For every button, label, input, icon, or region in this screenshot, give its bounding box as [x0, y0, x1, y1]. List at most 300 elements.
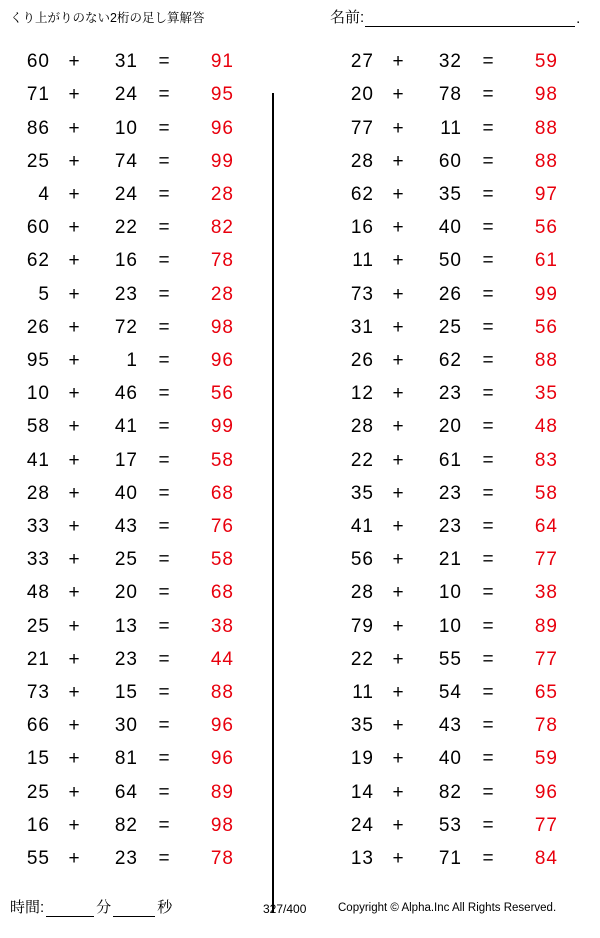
first-operand: 28 [26, 482, 50, 504]
answer-value: 82 [210, 217, 234, 239]
answer-value: 56 [210, 383, 234, 405]
plus-operator: + [68, 781, 80, 803]
problem-row [0, 809, 299, 842]
first-operand: 4 [38, 183, 50, 205]
second-operand: 10 [114, 117, 138, 139]
first-operand: 33 [26, 549, 50, 571]
answer-value: 28 [210, 183, 234, 205]
answer-value: 98 [210, 814, 234, 836]
plus-operator: + [392, 615, 404, 637]
equals-operator: = [482, 383, 494, 405]
equals-operator: = [482, 715, 494, 737]
problem-row [0, 145, 299, 178]
first-operand: 25 [26, 615, 50, 637]
name-field-area [330, 6, 580, 27]
plus-operator: + [68, 449, 80, 471]
first-operand: 10 [26, 383, 50, 405]
second-operand: 40 [438, 748, 462, 770]
answer-value: 96 [210, 349, 234, 371]
equals-operator: = [482, 482, 494, 504]
equals-operator: = [482, 582, 494, 604]
plus-operator: + [392, 847, 404, 869]
answer-value: 59 [534, 51, 558, 73]
problem-row [299, 277, 598, 310]
second-operand: 21 [438, 549, 462, 571]
equals-operator: = [482, 681, 494, 703]
problem-row [299, 576, 598, 609]
answer-value: 84 [534, 847, 558, 869]
first-operand: 48 [26, 582, 50, 604]
second-operand: 10 [438, 615, 462, 637]
first-operand: 56 [350, 549, 374, 571]
first-operand: 5 [38, 283, 50, 305]
equals-operator: = [482, 84, 494, 106]
equals-operator: = [158, 349, 170, 371]
second-operand: 20 [438, 416, 462, 438]
problem-row [299, 78, 598, 111]
problem-row [299, 543, 598, 576]
first-operand: 16 [350, 217, 374, 239]
second-operand: 25 [114, 549, 138, 571]
equals-operator: = [482, 217, 494, 239]
problem-row [0, 543, 299, 576]
first-operand: 21 [26, 648, 50, 670]
equals-operator: = [158, 416, 170, 438]
first-operand: 73 [26, 681, 50, 703]
first-operand: 41 [350, 515, 374, 537]
problem-row [299, 178, 598, 211]
problem-row [299, 344, 598, 377]
equals-operator: = [482, 316, 494, 338]
first-operand: 58 [26, 416, 50, 438]
problem-row [299, 111, 598, 144]
second-operand: 46 [114, 383, 138, 405]
first-operand: 62 [26, 250, 50, 272]
problem-row [299, 742, 598, 775]
second-operand: 60 [438, 150, 462, 172]
equals-operator: = [158, 681, 170, 703]
first-operand: 33 [26, 515, 50, 537]
problem-row [299, 676, 598, 709]
first-operand: 19 [350, 748, 374, 770]
answer-value: 44 [210, 648, 234, 670]
problem-row [299, 45, 598, 78]
second-operand: 78 [438, 84, 462, 106]
answer-value: 68 [210, 582, 234, 604]
answer-value: 35 [534, 383, 558, 405]
plus-operator: + [68, 582, 80, 604]
answer-value: 88 [210, 681, 234, 703]
first-operand: 24 [350, 814, 374, 836]
equals-operator: = [482, 250, 494, 272]
plus-operator: + [392, 781, 404, 803]
problem-row [299, 244, 598, 277]
answer-value: 97 [534, 183, 558, 205]
second-operand: 64 [114, 781, 138, 803]
answer-value: 96 [210, 748, 234, 770]
plus-operator: + [392, 51, 404, 73]
plus-operator: + [392, 681, 404, 703]
answer-value: 76 [210, 515, 234, 537]
plus-operator: + [68, 814, 80, 836]
plus-operator: + [392, 715, 404, 737]
equals-operator: = [482, 117, 494, 139]
equals-operator: = [158, 549, 170, 571]
problem-row [299, 775, 598, 808]
equals-operator: = [482, 814, 494, 836]
equals-operator: = [158, 84, 170, 106]
plus-operator: + [68, 117, 80, 139]
second-operand: 24 [114, 84, 138, 106]
equals-operator: = [158, 715, 170, 737]
problem-column-right [299, 45, 598, 875]
plus-operator: + [392, 316, 404, 338]
problem-row [299, 510, 598, 543]
answer-value: 38 [210, 615, 234, 637]
problem-row [299, 643, 598, 676]
equals-operator: = [482, 150, 494, 172]
answer-value: 58 [210, 449, 234, 471]
page-title: くり上がりのない2桁の足し算解答 [10, 11, 205, 25]
answer-value: 91 [210, 51, 234, 73]
problem-row [0, 443, 299, 476]
name-trailing-dot: . [576, 10, 581, 27]
second-operand: 23 [438, 383, 462, 405]
first-operand: 41 [26, 449, 50, 471]
first-operand: 55 [26, 847, 50, 869]
first-operand: 79 [350, 615, 374, 637]
problem-row [0, 410, 299, 443]
answer-value: 96 [210, 117, 234, 139]
second-operand: 23 [438, 482, 462, 504]
answer-value: 56 [534, 316, 558, 338]
first-operand: 13 [350, 847, 374, 869]
answer-value: 99 [210, 416, 234, 438]
second-operand: 17 [114, 449, 138, 471]
second-operand: 72 [114, 316, 138, 338]
answer-value: 77 [534, 648, 558, 670]
equals-operator: = [158, 316, 170, 338]
time-minutes-unit: 分 [96, 899, 112, 916]
second-operand: 62 [438, 349, 462, 371]
equals-operator: = [482, 549, 494, 571]
equals-operator: = [158, 217, 170, 239]
second-operand: 23 [114, 648, 138, 670]
second-operand: 43 [114, 515, 138, 537]
first-operand: 60 [26, 51, 50, 73]
second-operand: 41 [114, 416, 138, 438]
plus-operator: + [68, 217, 80, 239]
problem-row [0, 78, 299, 111]
second-operand: 71 [438, 847, 462, 869]
plus-operator: + [392, 349, 404, 371]
problem-row [299, 377, 598, 410]
problem-row [0, 211, 299, 244]
problem-row [0, 344, 299, 377]
answer-value: 78 [534, 715, 558, 737]
equals-operator: = [158, 449, 170, 471]
answer-value: 99 [210, 150, 234, 172]
plus-operator: + [68, 383, 80, 405]
answer-value: 59 [534, 748, 558, 770]
copyright-notice: Copyright © Alpha.Inc All Rights Reserved. [338, 902, 557, 914]
equals-operator: = [158, 781, 170, 803]
plus-operator: + [392, 250, 404, 272]
equals-operator: = [482, 648, 494, 670]
first-operand: 28 [350, 416, 374, 438]
plus-operator: + [68, 51, 80, 73]
second-operand: 10 [438, 582, 462, 604]
second-operand: 30 [114, 715, 138, 737]
time-seconds-input-line[interactable] [113, 899, 155, 917]
equals-operator: = [482, 515, 494, 537]
equals-operator: = [482, 283, 494, 305]
answer-value: 96 [534, 781, 558, 803]
answer-value: 56 [534, 217, 558, 239]
problem-row [299, 211, 598, 244]
answer-value: 99 [534, 283, 558, 305]
second-operand: 74 [114, 150, 138, 172]
answer-value: 64 [534, 515, 558, 537]
answer-value: 48 [534, 416, 558, 438]
second-operand: 23 [114, 847, 138, 869]
plus-operator: + [68, 283, 80, 305]
plus-operator: + [392, 482, 404, 504]
equals-operator: = [158, 648, 170, 670]
problem-row [299, 311, 598, 344]
plus-operator: + [68, 349, 80, 371]
second-operand: 16 [114, 250, 138, 272]
first-operand: 77 [350, 117, 374, 139]
plus-operator: + [68, 250, 80, 272]
first-operand: 12 [350, 383, 374, 405]
plus-operator: + [392, 515, 404, 537]
plus-operator: + [392, 283, 404, 305]
second-operand: 35 [438, 183, 462, 205]
worksheet-header [0, 0, 600, 40]
equals-operator: = [482, 51, 494, 73]
first-operand: 11 [352, 250, 374, 272]
first-operand: 25 [26, 150, 50, 172]
plus-operator: + [68, 748, 80, 770]
plus-operator: + [392, 748, 404, 770]
second-operand: 26 [438, 283, 462, 305]
first-operand: 35 [350, 482, 374, 504]
problem-row [299, 609, 598, 642]
problem-row [299, 477, 598, 510]
plus-operator: + [68, 681, 80, 703]
equals-operator: = [482, 781, 494, 803]
problem-row [0, 742, 299, 775]
equals-operator: = [158, 283, 170, 305]
column-divider [272, 93, 274, 913]
plus-operator: + [68, 416, 80, 438]
plus-operator: + [392, 150, 404, 172]
answer-value: 88 [534, 117, 558, 139]
answer-value: 88 [534, 349, 558, 371]
answer-value: 78 [210, 250, 234, 272]
equals-operator: = [158, 582, 170, 604]
equals-operator: = [482, 449, 494, 471]
second-operand: 15 [114, 681, 138, 703]
first-operand: 28 [350, 582, 374, 604]
second-operand: 40 [114, 482, 138, 504]
second-operand: 25 [438, 316, 462, 338]
answer-value: 88 [534, 150, 558, 172]
equals-operator: = [158, 748, 170, 770]
second-operand: 54 [438, 681, 462, 703]
equals-operator: = [482, 748, 494, 770]
answer-value: 28 [210, 283, 234, 305]
first-operand: 27 [350, 51, 374, 73]
first-operand: 73 [350, 283, 374, 305]
equals-operator: = [482, 349, 494, 371]
first-operand: 26 [350, 349, 374, 371]
problem-row [0, 576, 299, 609]
equals-operator: = [158, 383, 170, 405]
problem-row [0, 510, 299, 543]
second-operand: 82 [114, 814, 138, 836]
equals-operator: = [482, 615, 494, 637]
plus-operator: + [68, 549, 80, 571]
plus-operator: + [68, 84, 80, 106]
second-operand: 81 [114, 748, 138, 770]
problem-row [0, 178, 299, 211]
answer-value: 61 [534, 250, 558, 272]
problem-row [299, 709, 598, 742]
equals-operator: = [482, 416, 494, 438]
answer-value: 58 [534, 482, 558, 504]
second-operand: 20 [114, 582, 138, 604]
second-operand: 53 [438, 814, 462, 836]
plus-operator: + [68, 150, 80, 172]
answer-value: 98 [534, 84, 558, 106]
plus-operator: + [392, 84, 404, 106]
plus-operator: + [68, 316, 80, 338]
equals-operator: = [482, 183, 494, 205]
plus-operator: + [392, 449, 404, 471]
plus-operator: + [68, 847, 80, 869]
second-operand: 22 [114, 217, 138, 239]
problem-row [299, 809, 598, 842]
problem-row [0, 477, 299, 510]
second-operand: 1 [126, 349, 138, 371]
worksheet-footer [0, 880, 600, 938]
second-operand: 55 [438, 648, 462, 670]
equals-operator: = [158, 615, 170, 637]
answer-value: 89 [210, 781, 234, 803]
second-operand: 32 [438, 51, 462, 73]
answer-value: 89 [534, 615, 558, 637]
second-operand: 11 [440, 117, 462, 139]
second-operand: 13 [114, 615, 138, 637]
time-minutes-input-line[interactable] [46, 899, 94, 917]
problem-row [299, 410, 598, 443]
problem-row [0, 842, 299, 875]
problem-row [0, 277, 299, 310]
answer-value: 77 [534, 549, 558, 571]
first-operand: 20 [350, 84, 374, 106]
time-seconds-unit: 秒 [157, 899, 173, 916]
plus-operator: + [392, 416, 404, 438]
problem-row [0, 111, 299, 144]
equals-operator: = [158, 183, 170, 205]
first-operand: 26 [26, 316, 50, 338]
plus-operator: + [68, 648, 80, 670]
problem-row [299, 145, 598, 178]
plus-operator: + [392, 383, 404, 405]
plus-operator: + [392, 549, 404, 571]
problem-row [0, 609, 299, 642]
equals-operator: = [158, 814, 170, 836]
problem-row [299, 842, 598, 875]
answer-value: 65 [534, 681, 558, 703]
second-operand: 23 [114, 283, 138, 305]
second-operand: 40 [438, 217, 462, 239]
second-operand: 82 [438, 781, 462, 803]
first-operand: 95 [26, 349, 50, 371]
problem-columns [0, 45, 600, 875]
answer-value: 68 [210, 482, 234, 504]
equals-operator: = [158, 250, 170, 272]
answer-value: 96 [210, 715, 234, 737]
answer-value: 58 [210, 549, 234, 571]
second-operand: 24 [114, 183, 138, 205]
first-operand: 22 [350, 449, 374, 471]
plus-operator: + [68, 715, 80, 737]
first-operand: 71 [26, 84, 50, 106]
first-operand: 60 [26, 217, 50, 239]
first-operand: 66 [26, 715, 50, 737]
answer-value: 98 [210, 316, 234, 338]
second-operand: 31 [114, 51, 138, 73]
first-operand: 31 [350, 316, 374, 338]
time-label: 時間: [10, 899, 45, 916]
plus-operator: + [68, 615, 80, 637]
name-label: 名前: [330, 9, 365, 26]
problem-row [0, 676, 299, 709]
plus-operator: + [392, 814, 404, 836]
answer-value: 83 [534, 449, 558, 471]
equals-operator: = [158, 515, 170, 537]
problem-row [0, 643, 299, 676]
equals-operator: = [158, 51, 170, 73]
answer-value: 78 [210, 847, 234, 869]
plus-operator: + [392, 648, 404, 670]
first-operand: 28 [350, 150, 374, 172]
first-operand: 22 [350, 648, 374, 670]
plus-operator: + [392, 217, 404, 239]
equals-operator: = [158, 847, 170, 869]
first-operand: 11 [352, 681, 374, 703]
second-operand: 23 [438, 515, 462, 537]
first-operand: 86 [26, 117, 50, 139]
name-input-line[interactable] [365, 9, 575, 27]
plus-operator: + [68, 183, 80, 205]
problem-row [0, 244, 299, 277]
plus-operator: + [392, 117, 404, 139]
equals-operator: = [158, 482, 170, 504]
problem-row [299, 443, 598, 476]
equals-operator: = [158, 150, 170, 172]
plus-operator: + [68, 482, 80, 504]
first-operand: 16 [26, 814, 50, 836]
answer-value: 77 [534, 814, 558, 836]
first-operand: 35 [350, 715, 374, 737]
problem-column-left [0, 45, 299, 875]
second-operand: 43 [438, 715, 462, 737]
equals-operator: = [158, 117, 170, 139]
